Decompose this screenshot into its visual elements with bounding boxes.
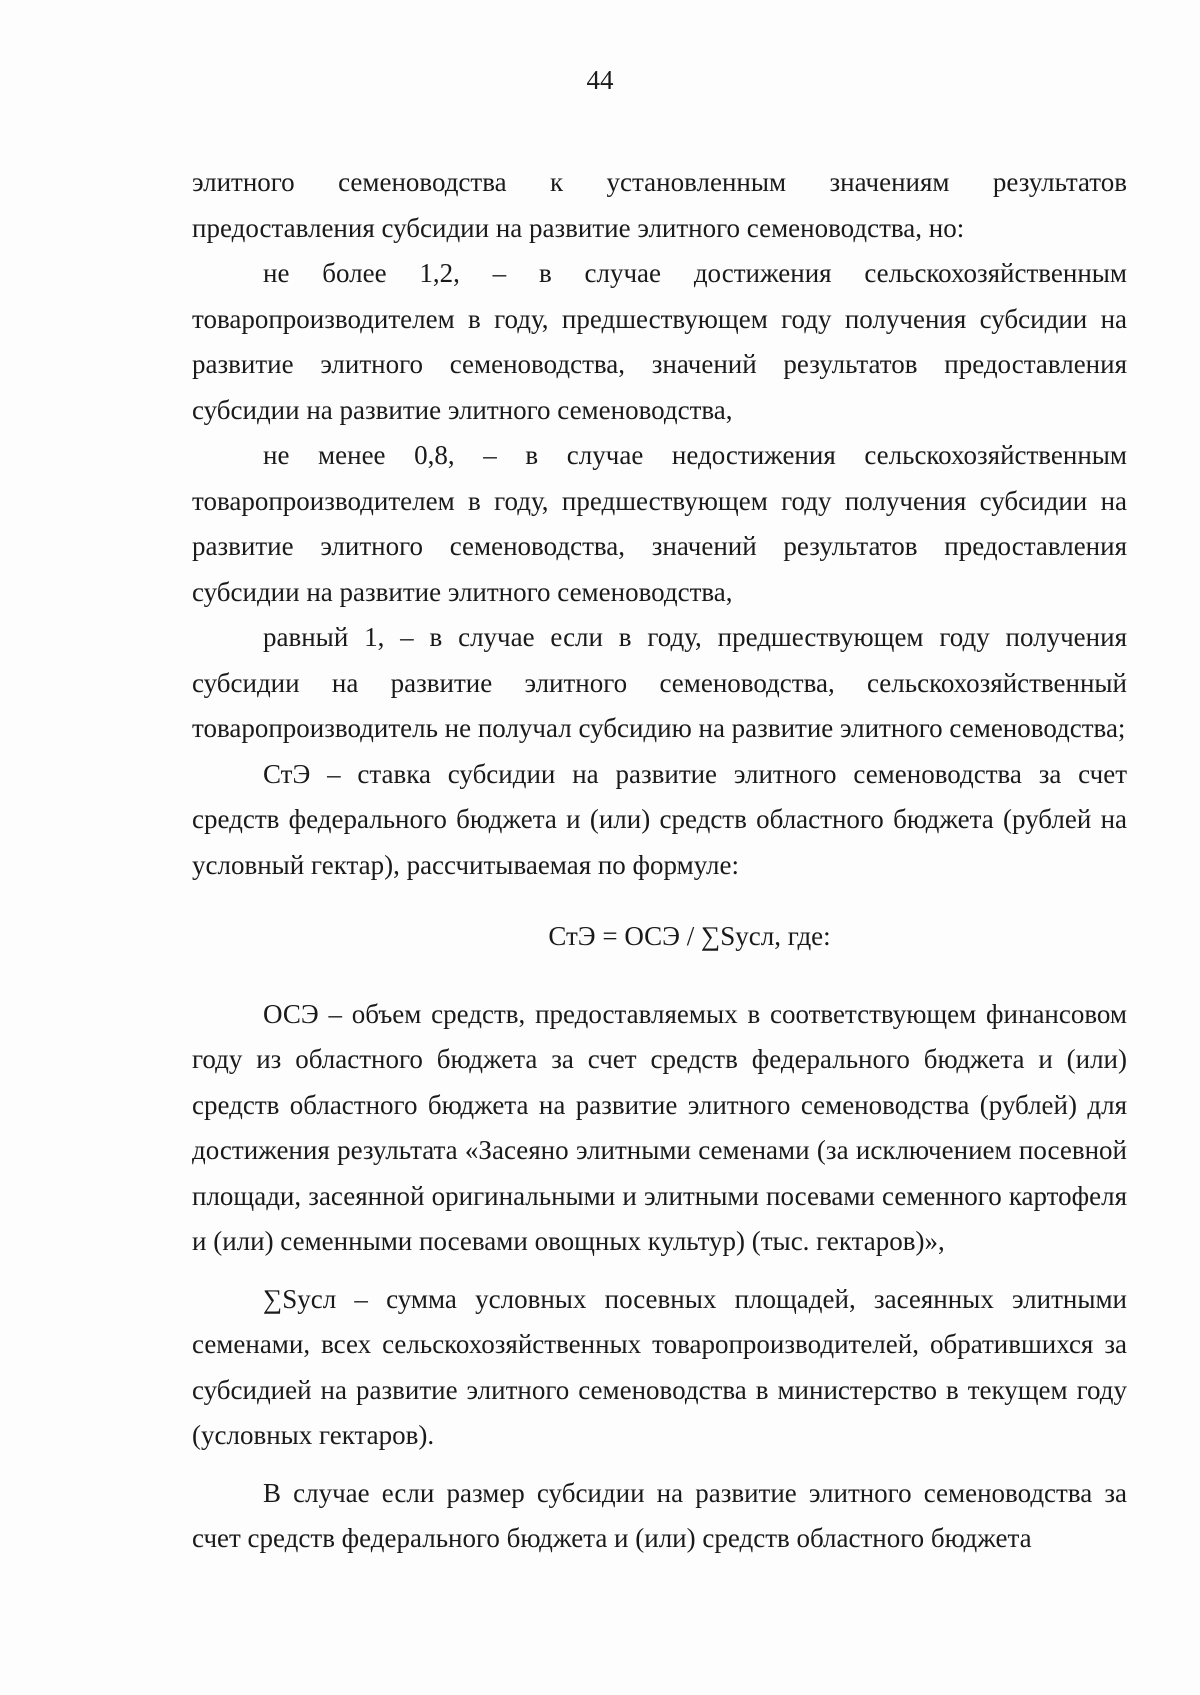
page-number: 44 xyxy=(586,65,614,95)
document-body xyxy=(192,160,1127,1562)
paragraph: ∑Sусл – сумма условных посевных площадей, засеянных элитными семенами, всех сельскохозяйственных товаропроизводителей, обратившихся за субсидией на развитие элитного семеноводства в министерство в текущем году (условных гектаров). xyxy=(192,1283,1127,1450)
paragraph: равный 1, – в случае если в году, предшествующем году получения субсидии на развитие элитного семеноводства, сельскохозяйственный товаропроизводитель не получал субсидию на развитие элитного семеноводства; xyxy=(192,622,1127,743)
paragraph: не более 1,2, – в случае достижения сельскохозяйственным товаропроизводителем в году, предшествующем году получения субсидии на развитие элитного семеноводства, значений результатов предоставления субсидии на развитие элитного семеноводства, xyxy=(192,258,1127,425)
paragraph: СтЭ – ставка субсидии на развитие элитного семеноводства за счет средств федерального бюджета и (или) средств областного бюджета (рублей на условный гектар), рассчитываемая по формуле: xyxy=(192,758,1127,880)
paragraph: не менее 0,8, – в случае недостижения сельскохозяйственным товаропроизводителем в году, предшествующем году получения субсидии на развитие элитного семеноводства, значений результатов предоставления субсидии на развитие элитного семеноводства, xyxy=(192,440,1127,607)
paragraph: В случае если размер субсидии на развитие элитного семеноводства за счет средств федерального бюджета и (или) средств областного бюджета xyxy=(192,1477,1127,1553)
formula: СтЭ = ОСЭ / ∑Sусл, где: xyxy=(548,921,831,951)
paragraph: ОСЭ – объем средств, предоставляемых в соответствующем финансовом году из областного бюджета за счет средств федерального бюджета и (или) средств областного бюджета на развитие элитного семеноводства (рублей) для достижения результата «Засеяно элитными семенами (за исключением посевной площади, засеянной оригинальными и элитными посевами семенного картофеля и (или) семенными посевами овощных культур) (тыс. гектаров)», xyxy=(192,998,1127,1256)
paragraph: элитного семеноводства к установленным значениям результатов предоставления субсидии на развитие элитного семеноводства, но: xyxy=(192,167,1127,243)
